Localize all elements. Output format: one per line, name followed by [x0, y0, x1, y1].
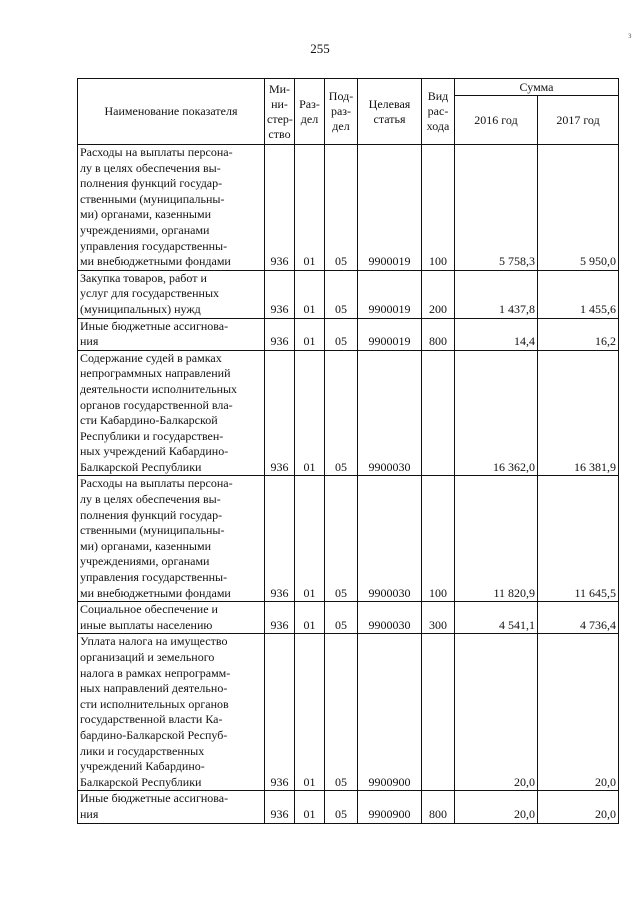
- cell-sum-2017: 16 381,9: [538, 350, 619, 476]
- header-ministry-label: Ми- ни- стер- ство: [267, 81, 293, 141]
- cell-name: Иные бюджетные ассигнова- ния: [78, 318, 265, 350]
- cell-name: Расходы на выплаты персона- лу в целях обеспечения вы- полнения функций государ- ственными (муниципальны- ми) органами, казенными учреждениями, органами управления государственны- ми внебюджетными фондами: [78, 145, 265, 271]
- header-subsection: [325, 79, 358, 145]
- cell-target: 9900900: [358, 791, 422, 823]
- header-sum-label: Сумма: [519, 79, 554, 94]
- cell-section: 01: [295, 602, 325, 634]
- cell-subsection: 05: [325, 145, 358, 271]
- cell-sum-2017: 5 950,0: [538, 145, 619, 271]
- table-header: [78, 79, 619, 145]
- cell-subsection: 05: [325, 791, 358, 823]
- cell-subsection: 05: [325, 634, 358, 791]
- header-section: [295, 79, 325, 145]
- cell-section: 01: [295, 318, 325, 350]
- cell-sum-2017: 20,0: [538, 634, 619, 791]
- cell-ministry: 936: [265, 350, 295, 476]
- header-year-2017: [538, 96, 619, 145]
- cell-expense-type: 300: [422, 602, 455, 634]
- cell-sum-2016: 5 758,3: [455, 145, 538, 271]
- cell-sum-2017: 20,0: [538, 791, 619, 823]
- cell-expense-type: 800: [422, 318, 455, 350]
- table-row: [78, 270, 619, 318]
- table-row: [78, 791, 619, 823]
- cell-sum-2017: 4 736,4: [538, 602, 619, 634]
- header-subsection-label: Под- раз- дел: [328, 89, 354, 133]
- table-row: [78, 476, 619, 602]
- cell-subsection: 05: [325, 602, 358, 634]
- cell-section: 01: [295, 350, 325, 476]
- cell-ministry: 936: [265, 634, 295, 791]
- table-row: [78, 602, 619, 634]
- cell-subsection: 05: [325, 318, 358, 350]
- cell-section: 01: [295, 145, 325, 271]
- cell-sum-2017: 11 645,5: [538, 476, 619, 602]
- cell-target: 9900019: [358, 145, 422, 271]
- cell-expense-type: 100: [422, 476, 455, 602]
- cell-sum-2016: 11 820,9: [455, 476, 538, 602]
- cell-target: 9900019: [358, 270, 422, 318]
- cell-subsection: 05: [325, 270, 358, 318]
- header-target-label: Целевая статья: [368, 96, 411, 126]
- cell-ministry: 936: [265, 270, 295, 318]
- cell-ministry: 936: [265, 318, 295, 350]
- cell-ministry: 936: [265, 145, 295, 271]
- cell-expense-type: 800: [422, 791, 455, 823]
- cell-section: 01: [295, 791, 325, 823]
- page-number: 255: [310, 41, 330, 56]
- budget-table: [77, 78, 619, 824]
- cell-name: Иные бюджетные ассигнова- ния: [78, 791, 265, 823]
- cell-target: 9900030: [358, 350, 422, 476]
- header-year-2016: [455, 96, 538, 145]
- cell-target: 9900030: [358, 476, 422, 602]
- header-section-label: Раз- дел: [299, 96, 320, 126]
- cell-sum-2016: 20,0: [455, 634, 538, 791]
- cell-expense-type: 200: [422, 270, 455, 318]
- cell-expense-type: [422, 634, 455, 791]
- cell-sum-2016: 14,4: [455, 318, 538, 350]
- cell-ministry: 936: [265, 602, 295, 634]
- cell-target: 9900030: [358, 602, 422, 634]
- cell-section: 01: [295, 270, 325, 318]
- table-row: [78, 145, 619, 271]
- cell-sum-2016: 16 362,0: [455, 350, 538, 476]
- header-name: [78, 79, 265, 145]
- cell-name: Уплата налога на имущество организаций и земельного налога в рамках непрограмм- ных направлений деятельно- сти исполнительных органов государственной власти Ка- бардино-Балкарской Респуб- лики и государственных учреждений Кабардино- Балкарской Республики: [78, 634, 265, 791]
- cell-sum-2017: 1 455,6: [538, 270, 619, 318]
- cell-subsection: 05: [325, 350, 358, 476]
- header-expense-type-label: Вид рас- хода: [426, 89, 450, 133]
- cell-section: 01: [295, 634, 325, 791]
- table-body: [78, 145, 619, 824]
- header-sum: [455, 79, 619, 96]
- cell-target: 9900019: [358, 318, 422, 350]
- cell-section: 01: [295, 476, 325, 602]
- cell-expense-type: [422, 350, 455, 476]
- cell-subsection: 05: [325, 476, 358, 602]
- cell-name: Содержание судей в рамках непрограммных направлений деятельности исполнительных органов государственной вла- сти Кабардино-Балкарской Республики и государствен- ных учреждений Кабардино- Балкарской Республики: [78, 350, 265, 476]
- header-year-2017-label: 2017 год: [556, 112, 600, 127]
- header-ministry: [265, 79, 295, 145]
- cell-sum-2016: 1 437,8: [455, 270, 538, 318]
- table-row: [78, 634, 619, 791]
- header-name-label: Наименование показателя: [104, 104, 238, 118]
- cell-sum-2016: 20,0: [455, 791, 538, 823]
- table-row: [78, 350, 619, 476]
- table-row: [78, 318, 619, 350]
- cell-target: 9900900: [358, 634, 422, 791]
- header-year-2016-label: 2016 год: [474, 112, 518, 127]
- cell-name: Расходы на выплаты персона- лу в целях обеспечения вы- полнения функций государ- ственными (муниципальны- ми) органами, казенными учреждениями, органами управления государственны- ми внебюджетными фондами: [78, 476, 265, 602]
- cell-sum-2016: 4 541,1: [455, 602, 538, 634]
- cell-name: Закупка товаров, работ и услуг для государственных (муниципальных) нужд: [78, 270, 265, 318]
- corner-mark: з: [628, 30, 632, 40]
- header-expense-type: [422, 79, 455, 145]
- header-target: [358, 79, 422, 145]
- cell-sum-2017: 16,2: [538, 318, 619, 350]
- cell-name: Социальное обеспечение и иные выплаты населению: [78, 602, 265, 634]
- cell-expense-type: 100: [422, 145, 455, 271]
- cell-ministry: 936: [265, 791, 295, 823]
- cell-ministry: 936: [265, 476, 295, 602]
